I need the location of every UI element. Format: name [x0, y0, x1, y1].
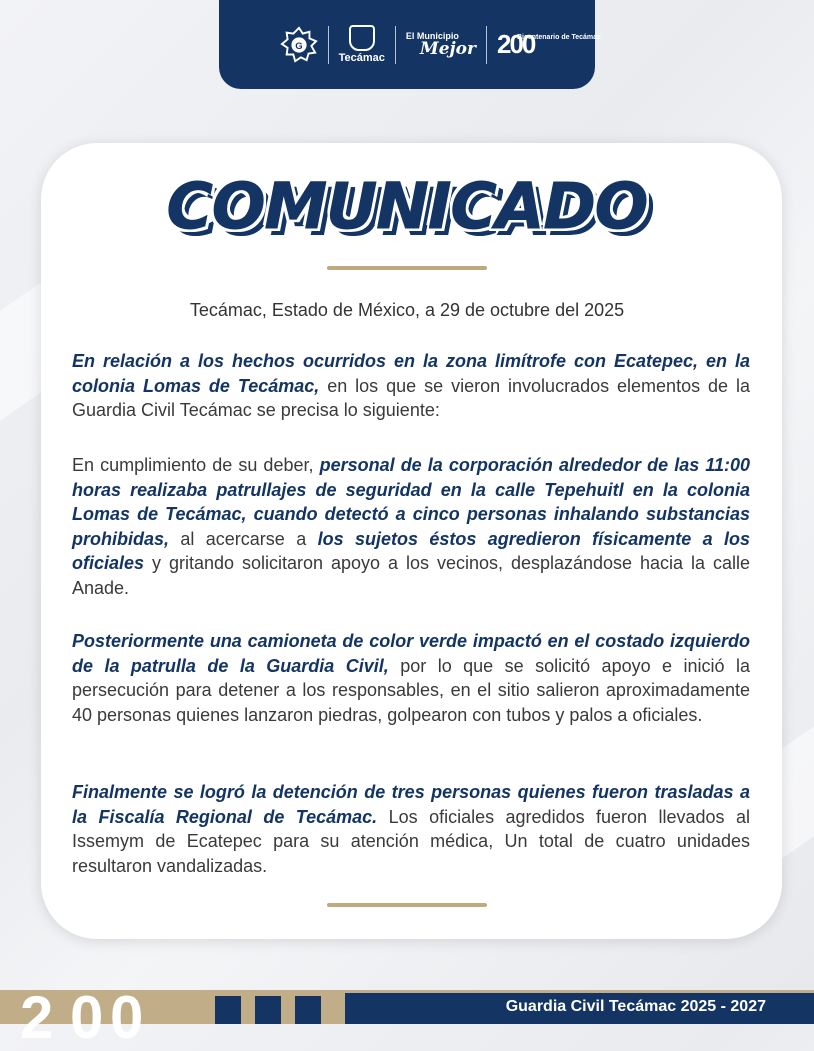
bicentenario-number: 200 — [496, 29, 535, 59]
footer-decoration-bar — [215, 996, 241, 1024]
paragraph-2-bold1: personal de la corporación alrededor de las 11:00 horas realizaba patrullajes de seguridad en la calle Tepehuitl en la colonia Lomas de Tecámac, cuando detectó a cinco personas inhalando substancias prohibidas, — [72, 455, 751, 549]
footer-decoration-0: 0 — [110, 984, 144, 1051]
paragraph-2-bold2: los sujetos éstos agredieron físicamente a los oficiales — [72, 528, 750, 573]
tecamac-glyph-icon — [349, 25, 375, 51]
page-title: COMUNICADO — [166, 170, 648, 243]
guardia-civil-badge-icon — [280, 26, 318, 64]
footer-text: Guardia Civil Tecámac 2025 - 2027 — [505, 998, 766, 1015]
paragraph-1-text: en los que se vieron involucrados elementos de la Guardia Civil Tecámac se precisa lo siguiente: — [72, 375, 751, 420]
footer-decoration-bar — [295, 996, 321, 1024]
paragraph-2 — [72, 453, 750, 600]
paragraph-4 — [72, 780, 750, 878]
logo-separator — [395, 26, 396, 64]
municipio-mejor-logo — [406, 32, 476, 58]
bicentenario-logo — [496, 29, 601, 60]
header-logo-bar — [219, 0, 601, 89]
tecamac-logo — [339, 25, 385, 64]
municipio-logo-line1: El Municipio — [405, 30, 459, 41]
paragraph-4-text: Los oficiales agredidos fueron llevados al Issemym de Ecatepec para su atención médica, Un total de cuatro unidades resultaron vandalizadas. — [72, 806, 750, 876]
footer-decoration-0: 0 — [70, 984, 104, 1051]
logo-separator — [486, 26, 487, 64]
paragraph-2-text1: En cumplimiento de su deber, — [72, 455, 320, 475]
paragraph-2-text2: al acercarse a — [169, 528, 318, 549]
footer-decoration-2: 2 — [20, 984, 54, 1051]
footer-decoration-bar — [255, 996, 281, 1024]
bicentenario-caption: Bicentenario de Tecámac — [516, 34, 601, 41]
dateline: Tecámac, Estado de México, a 29 de octubre del 2025 — [189, 300, 625, 320]
paragraph-1-bold: En relación a los hechos ocurridos en la zona limítrofe con Ecatepec, en la colonia Lomas de Tecámac, — [72, 351, 750, 396]
paragraph-4-bold: Finalmente se logró la detención de tres personas quienes fueron trasladas a la Fiscalía Regional de Tecámac. — [72, 782, 750, 827]
paragraph-1 — [72, 349, 750, 423]
tecamac-logo-text: Tecámac — [338, 52, 385, 64]
paragraph-3 — [72, 629, 750, 727]
paragraph-2-text3: y gritando solicitaron apoyo a los vecinos, desplazándose hacia la calle Anade. — [72, 553, 750, 598]
paragraph-3-text: por lo que se solicitó apoyo e inició la persecución para detener a los responsables, en el sitio salieron aproximadamente 40 personas quienes lanzaron piedras, golpearon con tubos y palos a oficiales. — [72, 655, 750, 725]
svg-text:G: G — [294, 40, 303, 52]
paragraph-3-bold: Posteriormente una camioneta de color verde impactó en el costado izquierdo de la patrulla de la Guardia Civil, — [72, 631, 750, 676]
logo-separator — [328, 26, 329, 64]
municipio-logo-line2: Mejor — [419, 38, 476, 59]
bottom-divider — [327, 903, 487, 907]
title-divider — [327, 266, 487, 270]
